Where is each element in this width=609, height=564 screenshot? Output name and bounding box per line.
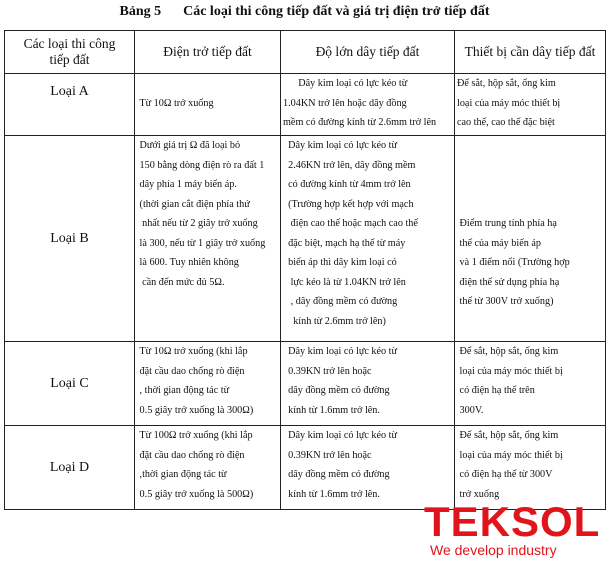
device-cell: Để sắt, hộp sắt, ống kim loại của máy móc thiết bị có điện hạ thế từ 300V trở xuống — [455, 426, 606, 510]
type-cell: Loại A — [5, 74, 135, 136]
type-cell: Loại D — [5, 426, 135, 510]
table-header-row — [5, 31, 606, 74]
grounding-table — [4, 30, 606, 510]
table-row — [5, 74, 606, 136]
device-cell: Để sắt, hộp sắt, ống kim loại của máy móc thiết bị cao thế, cao thế đặc biệt — [455, 74, 606, 136]
wire-cell: Dây kim loại có lực kéo từ 0.39KN trở lên hoặc dây đồng mềm có đường kính từ 1.6mm trở lên. — [281, 342, 455, 426]
header-device: Thiết bị cần dây tiếp đất — [455, 31, 606, 74]
header-wire: Độ lớn dây tiếp đất — [281, 31, 455, 74]
header-type: Các loại thi công tiếp đất — [5, 31, 135, 74]
type-cell: Loại B — [5, 136, 135, 342]
table-number: Bảng 5 — [119, 4, 162, 19]
logo-name: TEKSOL — [424, 498, 601, 545]
header-resistance: Điện trở tiếp đất — [135, 31, 281, 74]
table-title — [0, 4, 609, 20]
device-cell: Điểm trung tính phía hạ thế của máy biến áp và 1 điểm nối (Trường hợp điện thế sử dụng phía hạ thế từ 300V trở xuống) — [455, 136, 606, 342]
table-caption: Các loại thi công tiếp đất và giá trị điện trở tiếp đất — [183, 4, 490, 19]
wire-cell: Dây kim loại có lực kéo từ 0.39KN trở lên hoặc dây đồng mềm có đường kính từ 1.6mm trở lên. — [281, 426, 455, 510]
type-cell: Loại C — [5, 342, 135, 426]
logo-tagline: We develop industry — [430, 542, 557, 558]
wire-cell: Dây kim loại có lực kéo từ 2.46KN trở lên, dây đồng mềm có đường kính từ 4mm trở lên (Trường hợp kết hợp với mạch điện cao thế hoặc mạch cao thế đặc biệt, mạch hạ thế từ máy biến áp thì dây kim loại có lực kéo là từ 1.04KN trở lên , dây đồng mềm có đường kính từ 2.6mm trở lên) — [281, 136, 455, 342]
table-row — [5, 342, 606, 426]
device-cell: Để sắt, hộp sắt, ống kim loại của máy móc thiết bị có điện hạ thế trên 300V. — [455, 342, 606, 426]
resistance-cell: Từ 10Ω trở xuống (khi lắp đặt cầu dao chống rò điện , thời gian động tác từ 0.5 giây trở xuống là 300Ω) — [135, 342, 281, 426]
resistance-cell: Từ 100Ω trở xuống (khi lắp đặt cầu dao chống rò điện ,thời gian động tác từ 0.5 giây trở xuống là 500Ω) — [135, 426, 281, 510]
teksol-logo — [420, 500, 609, 564]
table-row — [5, 136, 606, 342]
resistance-cell: Dưới giá trị Ω đã loại bỏ 150 bằng dòng điện rò ra đất 1 dây phía 1 máy biến áp. (thời gian cắt điện phía thứ nhất nếu từ 2 giây trở xuống là 300, nếu từ 1 giây trở xuống là 600. Tuy nhiên không cần đến mức đủ 5Ω. — [135, 136, 281, 342]
wire-cell: Dây kim loại có lực kéo từ 1.04KN trở lên hoặc dây đồng mềm có đường kính từ 2.6mm trở lên — [281, 74, 455, 136]
table-row — [5, 426, 606, 510]
resistance-cell: Từ 10Ω trở xuống — [135, 74, 281, 136]
